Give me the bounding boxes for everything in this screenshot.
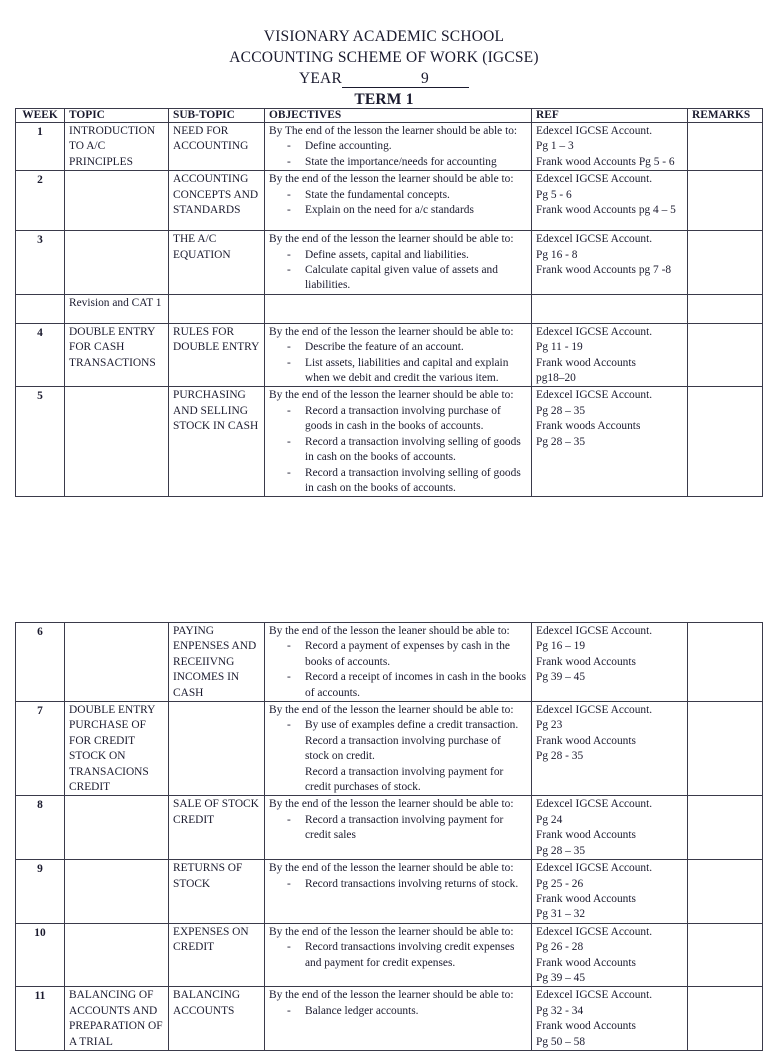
- objectives-list: [269, 139, 527, 170]
- topic-cell: DOUBLE ENTRY PURCHASE OF FOR CREDIT STOCK ON TRANSACIONS CREDIT: [65, 702, 169, 796]
- ref-line: Frank woods Accounts: [536, 420, 641, 433]
- subtopic-cell: PAYING ENPENSES AND RECEIIVNG INCOMES IN CASH: [169, 623, 265, 702]
- subtopic-cell: ACCOUNTING CONCEPTS AND STANDARDS: [169, 171, 265, 231]
- objective-item: - Describe the feature of an account.: [285, 340, 527, 355]
- ref-line: Pg 26 - 28: [536, 941, 584, 954]
- subtopic-cell: BALANCING ACCOUNTS: [169, 987, 265, 1051]
- objectives-list: [269, 813, 527, 844]
- ref-line: Edexcel IGCSE Account.: [536, 925, 653, 938]
- subtopic-cell: PURCHASING AND SELLING STOCK IN CASH: [169, 387, 265, 497]
- scheme-table-page2: [15, 622, 763, 1051]
- topic-cell: DOUBLE ENTRY FOR CASH TRANSACTIONS: [65, 323, 169, 387]
- objective-item: - Calculate capital given value of assets and liabilities.: [285, 263, 527, 294]
- objectives-cell: [265, 387, 532, 497]
- ref-line: Frank wood Accounts pg 7 -8: [536, 264, 672, 277]
- objectives-cell: [265, 123, 532, 171]
- objective-item: - State the fundamental concepts.: [285, 188, 527, 203]
- table-row: [16, 923, 763, 987]
- ref-line: Pg 39 – 45: [536, 971, 586, 984]
- remarks-cell: [688, 923, 763, 987]
- ref-line: Frank wood Accounts: [536, 655, 636, 668]
- document-title: ACCOUNTING SCHEME OF WORK (IGCSE): [229, 49, 539, 66]
- objectives-lead: By the end of the lesson the learner should be able to:: [269, 925, 514, 938]
- remarks-cell: [688, 387, 763, 497]
- subtopic-cell: THE A/C EQUATION: [169, 231, 265, 295]
- objective-item: Record a transaction involving purchase of stock on credit.: [305, 734, 501, 763]
- ref-line: Frank wood Accounts pg 4 – 5: [536, 204, 676, 217]
- week-cell: 11: [16, 987, 65, 1051]
- remarks-cell: [688, 123, 763, 171]
- ref-line: Pg 50 – 58: [536, 1035, 586, 1048]
- week-cell: [16, 294, 65, 323]
- ref-line: Frank wood Accounts Pg 5 - 6: [536, 155, 675, 168]
- ref-line: Edexcel IGCSE Account.: [536, 389, 653, 402]
- objectives-list: [269, 404, 527, 496]
- ref-line: Edexcel IGCSE Account.: [536, 862, 653, 875]
- remarks-cell: [688, 987, 763, 1051]
- objective-item: - Record a transaction involving purchase of goods in cash in the books of accounts.: [285, 404, 527, 435]
- table-row: [16, 796, 763, 860]
- week-cell: 2: [16, 171, 65, 231]
- objective-item: - Record a transaction involving selling of goods in cash on the books of accounts.: [285, 466, 527, 497]
- year-value: 9: [342, 70, 429, 88]
- topic-cell: [65, 860, 169, 924]
- objective-item: - Record transactions involving credit expenses and payment for credit expenses.: [285, 940, 527, 971]
- objectives-cell: [265, 860, 532, 924]
- table-row: [16, 623, 763, 702]
- ref-cell: [532, 987, 688, 1051]
- objectives-list: [269, 639, 527, 701]
- topic-cell: [65, 796, 169, 860]
- term-label: TERM 1: [354, 91, 414, 108]
- table-row: [16, 860, 763, 924]
- objectives-cell: [265, 923, 532, 987]
- ref-line: pg18–20: [536, 372, 576, 385]
- ref-line: Edexcel IGCSE Account.: [536, 325, 653, 338]
- objective-item: - Define assets, capital and liabilities.: [285, 248, 527, 263]
- ref-cell: [532, 171, 688, 231]
- scheme-table-page1: [15, 108, 763, 497]
- col-topic: TOPIC: [65, 109, 169, 123]
- ref-line: Frank wood Accounts: [536, 892, 636, 905]
- subtopic-cell: [169, 294, 265, 323]
- table-row: [16, 702, 763, 796]
- topic-cell: [65, 231, 169, 295]
- objectives-cell: [265, 987, 532, 1051]
- ref-line: Frank wood Accounts: [536, 829, 636, 842]
- objectives-cell: [265, 231, 532, 295]
- week-cell: 4: [16, 323, 65, 387]
- ref-cell: [532, 623, 688, 702]
- ref-line: Pg 23: [536, 719, 563, 732]
- objective-item: - Explain on the need for a/c standards: [285, 203, 527, 218]
- ref-line: Edexcel IGCSE Account.: [536, 798, 653, 811]
- ref-cell: [532, 923, 688, 987]
- ref-line: Pg 25 - 26: [536, 877, 584, 890]
- objectives-lead: By the end of the lesson the learner should be able to:: [269, 389, 514, 402]
- ref-line: Pg 16 – 19: [536, 640, 586, 653]
- ref-cell: [532, 123, 688, 171]
- remarks-cell: [688, 623, 763, 702]
- objectives-lead: By the end of the lesson the learner should be able to:: [269, 325, 514, 338]
- remarks-cell: [688, 171, 763, 231]
- ref-line: Frank wood Accounts: [536, 956, 636, 969]
- subtopic-cell: SALE OF STOCK CREDIT: [169, 796, 265, 860]
- ref-line: Pg 5 - 6: [536, 188, 572, 201]
- objectives-list: [269, 877, 527, 892]
- objective-item: - List assets, liabilities and capital and explain when we debit and credit the various item.: [285, 356, 527, 387]
- objective-item: - By use of examples define a credit transaction.: [285, 718, 527, 733]
- table-row: [16, 171, 763, 231]
- col-objectives: OBJECTIVES: [265, 109, 532, 123]
- subtopic-cell: NEED FOR ACCOUNTING: [169, 123, 265, 171]
- topic-cell: [65, 387, 169, 497]
- ref-line: Pg 24: [536, 813, 563, 826]
- table-row: [16, 987, 763, 1051]
- objective-item: - Balance ledger accounts.: [285, 1004, 527, 1019]
- subtopic-cell: RETURNS OF STOCK: [169, 860, 265, 924]
- objectives-cell: [265, 171, 532, 231]
- objectives-cell: [265, 294, 532, 323]
- table-row: [16, 231, 763, 295]
- ref-cell: [532, 231, 688, 295]
- objectives-list: [269, 1004, 527, 1019]
- ref-line: Pg 28 – 35: [536, 404, 586, 417]
- table-row: [16, 123, 763, 171]
- topic-cell: [65, 923, 169, 987]
- ref-line: Edexcel IGCSE Account.: [536, 233, 653, 246]
- remarks-cell: [688, 294, 763, 323]
- col-week: WEEK: [16, 109, 65, 123]
- subtopic-cell: EXPENSES ON CREDIT: [169, 923, 265, 987]
- week-cell: 1: [16, 123, 65, 171]
- subtopic-cell: [169, 702, 265, 796]
- ref-line: Pg 1 – 3: [536, 140, 574, 153]
- objectives-list: [269, 188, 527, 219]
- objectives-cell: [265, 702, 532, 796]
- ref-cell: [532, 702, 688, 796]
- objectives-cell: [265, 623, 532, 702]
- objective-item: Record a transaction involving payment for credit purchases of stock.: [305, 765, 504, 794]
- objectives-lead: By the end of the lesson the learner should be able to:: [269, 233, 514, 246]
- ref-line: Edexcel IGCSE Account.: [536, 704, 653, 717]
- objectives-list: [269, 248, 527, 294]
- ref-line: Frank wood Accounts: [536, 734, 636, 747]
- year-underline: [429, 70, 469, 88]
- objective-item: - Record transactions involving returns of stock.: [285, 877, 527, 892]
- objectives-list: [269, 340, 527, 386]
- year-line: [0, 68, 768, 89]
- remarks-cell: [688, 860, 763, 924]
- week-cell: 6: [16, 623, 65, 702]
- objectives-cell: [265, 796, 532, 860]
- remarks-cell: [688, 323, 763, 387]
- ref-line: Pg 28 – 35: [536, 435, 586, 448]
- week-cell: 8: [16, 796, 65, 860]
- col-subtopic: SUB-TOPIC: [169, 109, 265, 123]
- week-cell: 5: [16, 387, 65, 497]
- topic-cell: Revision and CAT 1: [65, 294, 169, 323]
- col-ref: REF: [532, 109, 688, 123]
- week-cell: 3: [16, 231, 65, 295]
- ref-line: Frank wood Accounts: [536, 1020, 636, 1033]
- ref-cell: [532, 860, 688, 924]
- objectives-lead: By the end of the lesson the learner should be able to:: [269, 173, 514, 186]
- objectives-lead: By the end of the lesson the learner should be able to:: [269, 989, 514, 1002]
- document-header: [0, 26, 768, 110]
- remarks-cell: [688, 231, 763, 295]
- objectives-lead: By the end of the lesson the learner should be able to:: [269, 704, 514, 717]
- subtopic-cell: RULES FOR DOUBLE ENTRY: [169, 323, 265, 387]
- ref-cell: [532, 387, 688, 497]
- ref-cell: [532, 323, 688, 387]
- ref-line: Edexcel IGCSE Account.: [536, 173, 653, 186]
- year-label: YEAR: [299, 70, 342, 87]
- ref-line: Edexcel IGCSE Account.: [536, 125, 653, 137]
- remarks-cell: [688, 702, 763, 796]
- ref-line: Pg 28 – 35: [536, 844, 586, 857]
- objectives-list: [269, 940, 527, 971]
- topic-cell: BALANCING OF ACCOUNTS AND PREPARATION OF A TRIAL: [65, 987, 169, 1051]
- week-cell: 9: [16, 860, 65, 924]
- objective-item: - Record a receipt of incomes in cash in the books of accounts.: [285, 670, 527, 701]
- table-row: [16, 323, 763, 387]
- objectives-lead: By the end of the lesson the learner should be able to:: [269, 862, 514, 875]
- ref-line: Pg 31 – 32: [536, 908, 586, 921]
- objective-item: - Record a transaction involving payment for credit sales: [285, 813, 527, 844]
- topic-cell: INTRODUCTION TO A/C PRINCIPLES: [65, 123, 169, 171]
- week-cell: 7: [16, 702, 65, 796]
- topic-cell: [65, 623, 169, 702]
- ref-line: Edexcel IGCSE Account.: [536, 989, 653, 1002]
- ref-line: Pg 39 – 45: [536, 671, 586, 684]
- objective-item: - State the importance/needs for accounting: [285, 155, 527, 170]
- ref-line: Pg 11 - 19: [536, 341, 583, 354]
- school-name: VISIONARY ACADEMIC SCHOOL: [263, 28, 505, 45]
- ref-cell: [532, 294, 688, 323]
- col-remarks: REMARKS: [688, 109, 763, 123]
- table-row: [16, 294, 763, 323]
- ref-line: Pg 28 - 35: [536, 750, 584, 763]
- objective-item: - Define accounting.: [285, 139, 527, 154]
- objectives-cell: [265, 323, 532, 387]
- objectives-list: [269, 718, 527, 795]
- objectives-lead: By the end of the lesson the learner should be able to:: [269, 798, 514, 811]
- objectives-lead: By the end of the lesson the leaner should be able to:: [269, 625, 510, 637]
- ref-line: Frank wood Accounts: [536, 356, 636, 369]
- remarks-cell: [688, 796, 763, 860]
- topic-cell: [65, 171, 169, 231]
- ref-line: Edexcel IGCSE Account.: [536, 625, 653, 637]
- ref-cell: [532, 796, 688, 860]
- term-line: [0, 89, 768, 110]
- ref-line: Pg 16 - 8: [536, 248, 578, 261]
- objective-item: - Record a payment of expenses by cash in the books of accounts.: [285, 639, 527, 670]
- objectives-lead: By The end of the lesson the learner should be able to:: [269, 125, 518, 137]
- table-row: [16, 387, 763, 497]
- ref-line: Pg 32 - 34: [536, 1004, 584, 1017]
- objective-item: - Record a transaction involving selling of goods in cash on the books of accounts.: [285, 435, 527, 466]
- table-header-row: [16, 109, 763, 123]
- week-cell: 10: [16, 923, 65, 987]
